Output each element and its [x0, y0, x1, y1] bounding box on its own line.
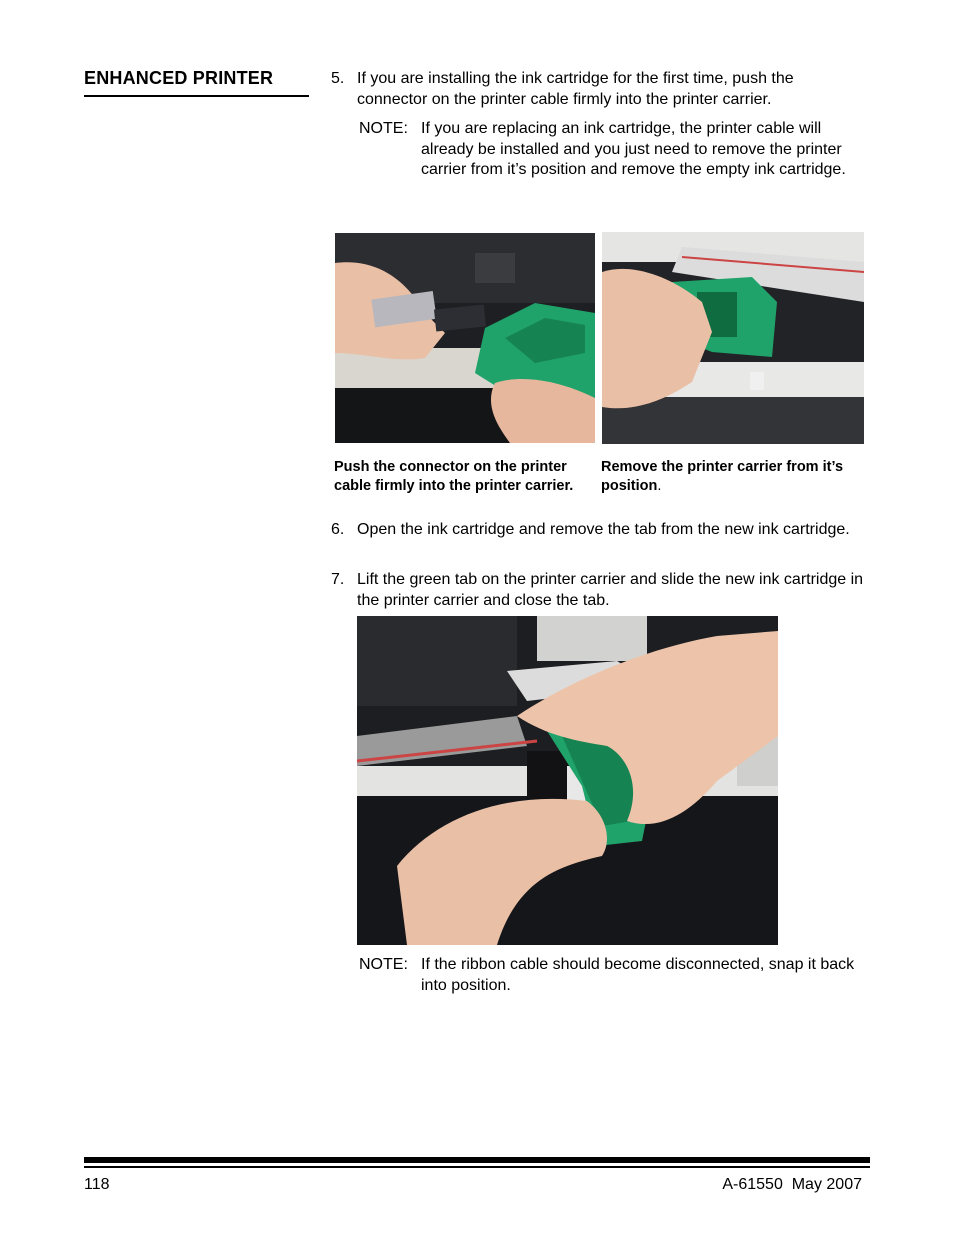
- note-1-text: If you are replacing an ink cartridge, the printer cable will already be installed and you just need to remove the printer carrier from it’s position and remove the empty ink cartridge.: [421, 120, 846, 178]
- footer-rule-thick: [84, 1157, 870, 1163]
- photo-push-connector: [335, 233, 595, 443]
- footer-rule-thin: [84, 1166, 870, 1168]
- step-7-number: 7.: [331, 571, 345, 588]
- step-6-number: 6.: [331, 521, 345, 538]
- photo-remove-carrier: [602, 232, 864, 444]
- page-number: 118: [84, 1176, 110, 1193]
- photo-insert-cartridge: [357, 616, 778, 945]
- caption-push-connector: Push the connector on the printer cable firmly into the printer carrier.: [334, 459, 574, 494]
- step-5-number: 5.: [331, 70, 345, 87]
- section-title: ENHANCED PRINTER: [84, 68, 274, 88]
- caption-remove-carrier: [601, 458, 865, 496]
- note-2-text: If the ribbon cable should become disconnected, snap it back into position.: [421, 956, 855, 994]
- section-divider: [84, 95, 309, 97]
- step-6-text: Open the ink cartridge and remove the tab from the new ink cartridge.: [357, 521, 850, 538]
- step-7-text: Lift the green tab on the printer carrier and slide the new ink cartridge in the printer carrier and close the tab.: [357, 571, 864, 609]
- document-id: A-61550 May 2007: [722, 1176, 862, 1193]
- caption-remove-carrier-tail: .: [657, 478, 662, 494]
- note-1-label: NOTE:: [359, 120, 408, 137]
- caption-remove-carrier-bold: Remove the printer carrier from it’s position: [601, 459, 844, 494]
- note-2-label: NOTE:: [359, 956, 408, 973]
- step-5-text: If you are installing the ink cartridge for the first time, push the connector on the printer cable firmly into the printer carrier.: [357, 70, 794, 108]
